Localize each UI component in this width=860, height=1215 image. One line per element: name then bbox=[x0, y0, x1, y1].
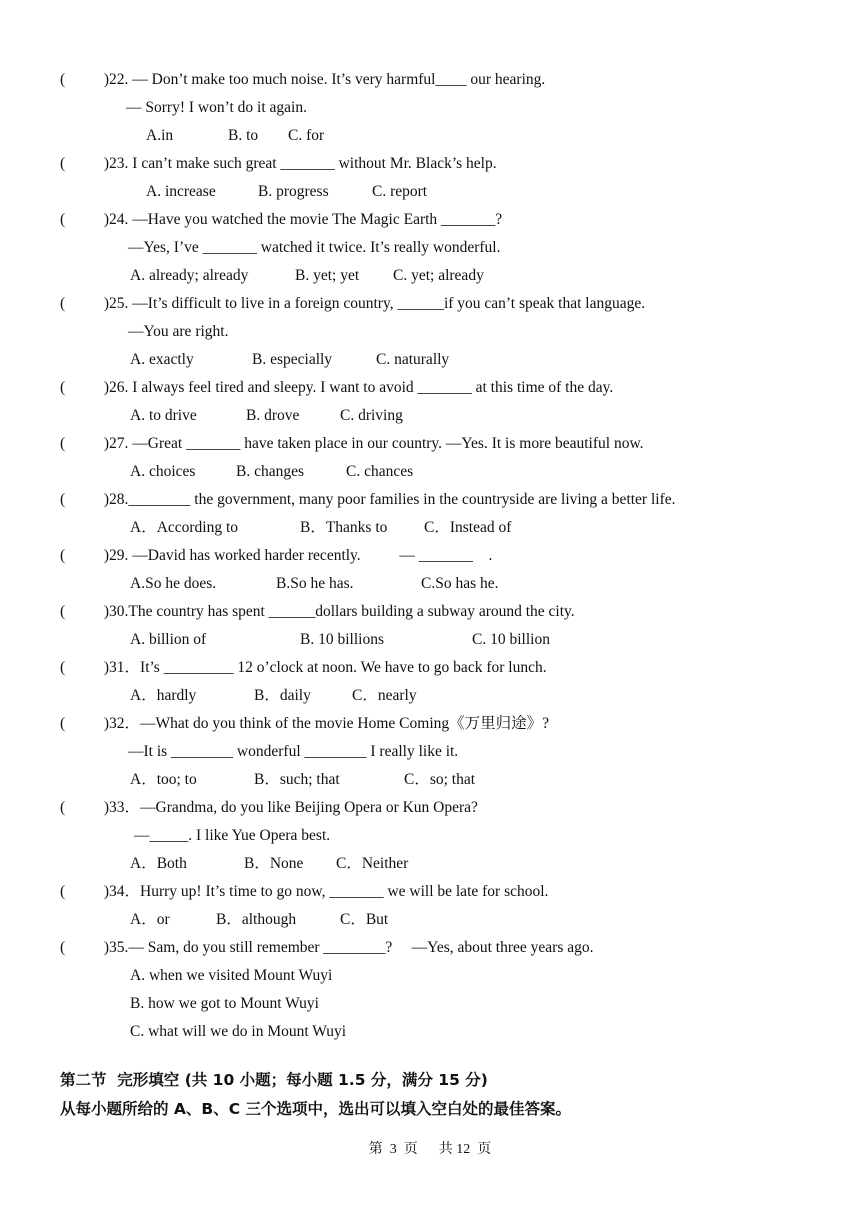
question-line-q22: — Sorry! I won’t do it again. bbox=[126, 99, 307, 116]
option-b-q26: B. drove bbox=[246, 407, 300, 424]
question-line-q25: —You are right. bbox=[128, 323, 229, 340]
option-c-q31: C．nearly bbox=[352, 687, 417, 704]
option-b-q31: B．daily bbox=[254, 687, 311, 704]
answer-paren-q27: ( bbox=[60, 435, 66, 452]
page-footer: 第 3 页 共 12 页 bbox=[368, 1142, 492, 1157]
option-c-q26: C. driving bbox=[340, 407, 403, 424]
option-a-q28: A．According to bbox=[130, 519, 239, 536]
option-a-q31: A．hardly bbox=[130, 687, 197, 704]
question-stem-q34: )34．Hurry up! It’s time to go now, _______ we will be late for school. bbox=[100, 883, 549, 900]
option-c-q27: C. chances bbox=[346, 463, 414, 480]
option-a-q30: A. billion of bbox=[130, 631, 207, 648]
option-a-q29: A.So he does. bbox=[130, 575, 217, 592]
answer-paren-q25: ( bbox=[60, 295, 66, 312]
option-b-q24: B. yet; yet bbox=[295, 267, 360, 284]
answer-paren-q28: ( bbox=[60, 491, 66, 508]
option-c-q32: C．so; that bbox=[404, 771, 476, 788]
question-line-q24: —Yes, I’ve _______ watched it twice. It’s really wonderful. bbox=[128, 239, 501, 256]
section-title: 第二节 完形填空 (共 10 小题；每小题 1.5 分，满分 15 分) bbox=[60, 1071, 488, 1089]
option-c-q24: C. yet; already bbox=[393, 267, 484, 284]
question-stem-q22: )22. — Don’t make too much noise. It’s very harmful____ our hearing. bbox=[100, 71, 546, 88]
answer-paren-q22: ( bbox=[60, 71, 66, 88]
question-stem-q29: )29. —David has worked harder recently. — _______ . bbox=[100, 547, 493, 564]
option-b-q32: B．such; that bbox=[254, 771, 340, 788]
option-b-q33: B．None bbox=[244, 855, 304, 872]
option-c-q33: C．Neither bbox=[336, 855, 409, 872]
question-stem-q35: )35.— Sam, do you still remember ________? —Yes, about three years ago. bbox=[100, 939, 594, 956]
option-b-q30: B. 10 billions bbox=[300, 631, 384, 648]
option-c-q30: C. 10 billion bbox=[472, 631, 550, 648]
answer-paren-q29: ( bbox=[60, 547, 66, 564]
option-a-q27: A. choices bbox=[130, 463, 196, 480]
option-b-q22: B. to bbox=[228, 127, 259, 144]
answer-paren-q35: ( bbox=[60, 939, 66, 956]
question-stem-q27: )27. —Great _______ have taken place in our country. —Yes. It is more beautiful now. bbox=[100, 435, 644, 452]
question-stem-q24: )24. —Have you watched the movie The Magic Earth _______? bbox=[100, 211, 503, 228]
question-stem-q33: )33．—Grandma, do you like Beijing Opera or Kun Opera? bbox=[100, 799, 478, 816]
question-stem-q23: )23. I can’t make such great _______ without Mr. Black’s help. bbox=[100, 155, 497, 172]
option-b-q27: B. changes bbox=[236, 463, 305, 480]
option-a-q32: A．too; to bbox=[130, 771, 197, 788]
option-c-q22: C. for bbox=[288, 127, 325, 144]
answer-paren-q30: ( bbox=[60, 603, 66, 620]
option-b-q23: B. progress bbox=[258, 183, 329, 200]
answer-paren-q24: ( bbox=[60, 211, 66, 228]
option-b-q29: B.So he has. bbox=[276, 575, 354, 592]
option-c-q25: C. naturally bbox=[376, 351, 450, 368]
answer-paren-q32: ( bbox=[60, 715, 66, 732]
question-stem-q25: )25. —It’s difficult to live in a foreign country, ______if you can’t speak that language. bbox=[100, 295, 646, 312]
option-a-q34: A．or bbox=[130, 911, 170, 928]
option-a-q35: A. when we visited Mount Wuyi bbox=[130, 967, 333, 984]
option-c-q23: C. report bbox=[372, 183, 428, 200]
option-a-q26: A. to drive bbox=[130, 407, 197, 424]
option-b-q34: B．although bbox=[216, 911, 297, 928]
option-a-q23: A. increase bbox=[146, 183, 216, 200]
question-stem-q30: )30.The country has spent ______dollars building a subway around the city. bbox=[100, 603, 575, 620]
option-a-q22: A.in bbox=[146, 127, 174, 144]
answer-paren-q33: ( bbox=[60, 799, 66, 816]
question-stem-q31: )31．It’s _________ 12 o’clock at noon. We have to go back for lunch. bbox=[100, 659, 547, 676]
answer-paren-q31: ( bbox=[60, 659, 66, 676]
option-b-q25: B. especially bbox=[252, 351, 333, 368]
option-a-q25: A. exactly bbox=[130, 351, 194, 368]
section-instruction: 从每小题所给的 A、B、C 三个选项中，选出可以填入空白处的最佳答案。 bbox=[60, 1100, 571, 1118]
answer-paren-q23: ( bbox=[60, 155, 66, 172]
option-c-q28: C．Instead of bbox=[424, 519, 512, 536]
answer-paren-q26: ( bbox=[60, 379, 66, 396]
option-a-q24: A. already; already bbox=[130, 267, 249, 284]
option-b-q28: B．Thanks to bbox=[300, 519, 388, 536]
question-stem-q32: )32．—What do you think of the movie Home Coming《万里归途》? bbox=[100, 715, 550, 732]
answer-paren-q34: ( bbox=[60, 883, 66, 900]
option-a-q33: A．Both bbox=[130, 855, 187, 872]
question-stem-q28: )28.________ the government, many poor families in the countryside are living a better life. bbox=[100, 491, 676, 508]
option-b-q35: B. how we got to Mount Wuyi bbox=[130, 995, 319, 1012]
question-line-q32: —It is ________ wonderful ________ I really like it. bbox=[128, 743, 459, 760]
option-c-q34: C．But bbox=[340, 911, 389, 928]
question-stem-q26: )26. I always feel tired and sleepy. I want to avoid _______ at this time of the day. bbox=[100, 379, 614, 396]
option-c-q29: C.So has he. bbox=[421, 575, 499, 592]
option-c-q35: C. what will we do in Mount Wuyi bbox=[130, 1023, 347, 1040]
question-line-q33: —_____. I like Yue Opera best. bbox=[134, 827, 331, 844]
